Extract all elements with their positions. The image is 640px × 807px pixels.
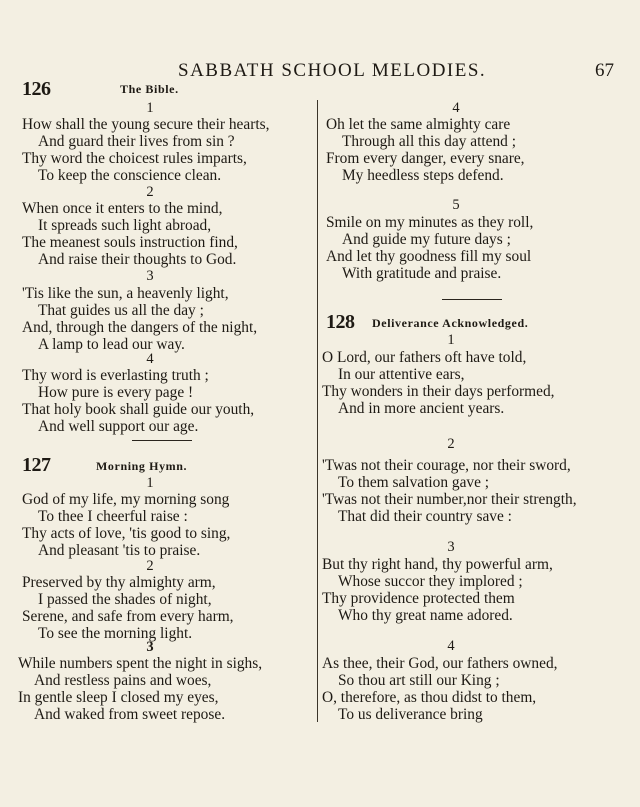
stanza xyxy=(326,214,533,282)
verse-line: And pleasant 'tis to praise. xyxy=(38,542,201,559)
verse-line: When once it enters to the mind, xyxy=(22,200,223,217)
verse-line: And guard their lives from sin ? xyxy=(38,133,235,150)
verse-line: And guide my future days ; xyxy=(342,231,511,248)
verse-line: 'Twas not their number,nor their strength, xyxy=(322,491,577,508)
verse-line: To thee I cheerful raise : xyxy=(38,508,188,525)
stanza xyxy=(22,491,230,559)
verse-line: While numbers spent the night in sighs, xyxy=(18,655,263,672)
verse-line: Thy word the choicest rules imparts, xyxy=(22,150,247,167)
running-header: SABBATH SCHOOL MELODIES. xyxy=(178,60,487,81)
verse-line: To them salvation gave ; xyxy=(338,474,490,491)
stanza xyxy=(18,655,262,723)
verse-line: Who thy great name adored. xyxy=(338,607,513,624)
verse-line: To us deliverance bring xyxy=(338,706,483,723)
verse-line: I passed the shades of night, xyxy=(38,591,212,608)
stanza xyxy=(22,200,238,268)
verse-line: Thy providence protected them xyxy=(322,590,515,607)
verse-line: And raise their thoughts to God. xyxy=(38,251,237,268)
stanza xyxy=(326,116,525,184)
hymn-128-number: 128 xyxy=(326,311,355,333)
verse-line: That holy book shall guide our youth, xyxy=(22,401,255,418)
verse-number: 1 xyxy=(447,332,455,348)
verse-line: O, therefore, as thou didst to them, xyxy=(322,689,537,706)
stanza xyxy=(22,285,257,353)
verse-line: Thy wonders in their days performed, xyxy=(322,383,555,400)
hymn-126-title: The Bible. xyxy=(120,82,179,96)
verse-line: 'Twas not their courage, nor their sword, xyxy=(322,457,571,474)
verse-line: Through all this day attend ; xyxy=(342,133,516,150)
verse-line: And let thy goodness fill my soul xyxy=(326,248,532,265)
stanza xyxy=(322,349,555,417)
verse-line: And in more ancient years. xyxy=(338,400,505,417)
hymn-127-number: 127 xyxy=(22,454,51,476)
stanza xyxy=(322,457,577,525)
stanza xyxy=(22,367,254,435)
verse-line: That did their country save : xyxy=(338,508,512,525)
verse-line: Smile on my minutes as they roll, xyxy=(326,214,534,231)
section-rule xyxy=(442,299,502,300)
stanza xyxy=(322,556,553,624)
verse-number: 3 xyxy=(146,639,154,655)
verse-line: In gentle sleep I closed my eyes, xyxy=(18,689,219,706)
verse-line: How shall the young secure their hearts, xyxy=(22,116,270,133)
verse-number: 5 xyxy=(452,197,460,213)
verse-line: God of my life, my morning song xyxy=(22,491,230,508)
verse-line: Serene, and safe from every harm, xyxy=(22,608,234,625)
verse-line: As thee, their God, our fathers owned, xyxy=(322,655,558,672)
verse-line: From every danger, every snare, xyxy=(326,150,525,167)
verse-line: Thy acts of love, 'tis good to sing, xyxy=(22,525,231,542)
verse-line: It spreads such light abroad, xyxy=(38,217,212,234)
verse-line: O Lord, our fathers oft have told, xyxy=(322,349,527,366)
verse-line: That guides us all the day ; xyxy=(38,302,204,319)
verse-line: But thy right hand, thy powerful arm, xyxy=(322,556,553,573)
section-rule xyxy=(132,440,192,441)
hymn-127-title: Morning Hymn. xyxy=(96,459,188,473)
verse-number: 4 xyxy=(146,351,154,367)
stanza xyxy=(22,116,269,184)
verse-number: 2 xyxy=(146,558,154,574)
verse-line: My heedless steps defend. xyxy=(342,167,504,184)
verse-line: Whose succor they implored ; xyxy=(338,573,523,590)
verse-line: And well support our age. xyxy=(38,418,199,435)
verse-number: 1 xyxy=(146,475,154,491)
hymn-126-number: 126 xyxy=(22,78,51,100)
verse-line: To keep the conscience clean. xyxy=(38,167,222,184)
verse-line: And, through the dangers of the night, xyxy=(22,319,258,336)
verse-line: And restless pains and woes, xyxy=(34,672,212,689)
verse-line: In our attentive ears, xyxy=(338,366,465,383)
stanza xyxy=(322,655,558,723)
verse-number: 3 xyxy=(146,268,154,284)
verse-number: 4 xyxy=(452,100,460,116)
verse-line: And waked from sweet repose. xyxy=(34,706,226,723)
column-divider xyxy=(317,100,318,722)
stanza xyxy=(22,574,234,642)
verse-number: 2 xyxy=(146,184,154,200)
verse-line: So thou art still our King ; xyxy=(338,672,500,689)
verse-number: 3 xyxy=(447,539,455,555)
verse-line: Thy word is everlasting truth ; xyxy=(22,367,209,384)
verse-line: To see the morning light. xyxy=(38,625,193,642)
verse-line: A lamp to lead our way. xyxy=(38,336,185,353)
page-number: 67 xyxy=(595,60,614,81)
verse-line: The meanest souls instruction find, xyxy=(22,234,238,251)
verse-line: Oh let the same almighty care xyxy=(326,116,511,133)
verse-line: How pure is every page ! xyxy=(38,384,194,401)
verse-number: 1 xyxy=(146,100,154,116)
verse-line: With gratitude and praise. xyxy=(342,265,502,282)
verse-number: 4 xyxy=(447,638,455,654)
verse-number: 2 xyxy=(447,436,455,452)
hymn-128-title: Deliverance Acknowledged. xyxy=(372,316,529,330)
verse-line: 'Tis like the sun, a heavenly light, xyxy=(22,285,229,302)
verse-line: Preserved by thy almighty arm, xyxy=(22,574,216,591)
